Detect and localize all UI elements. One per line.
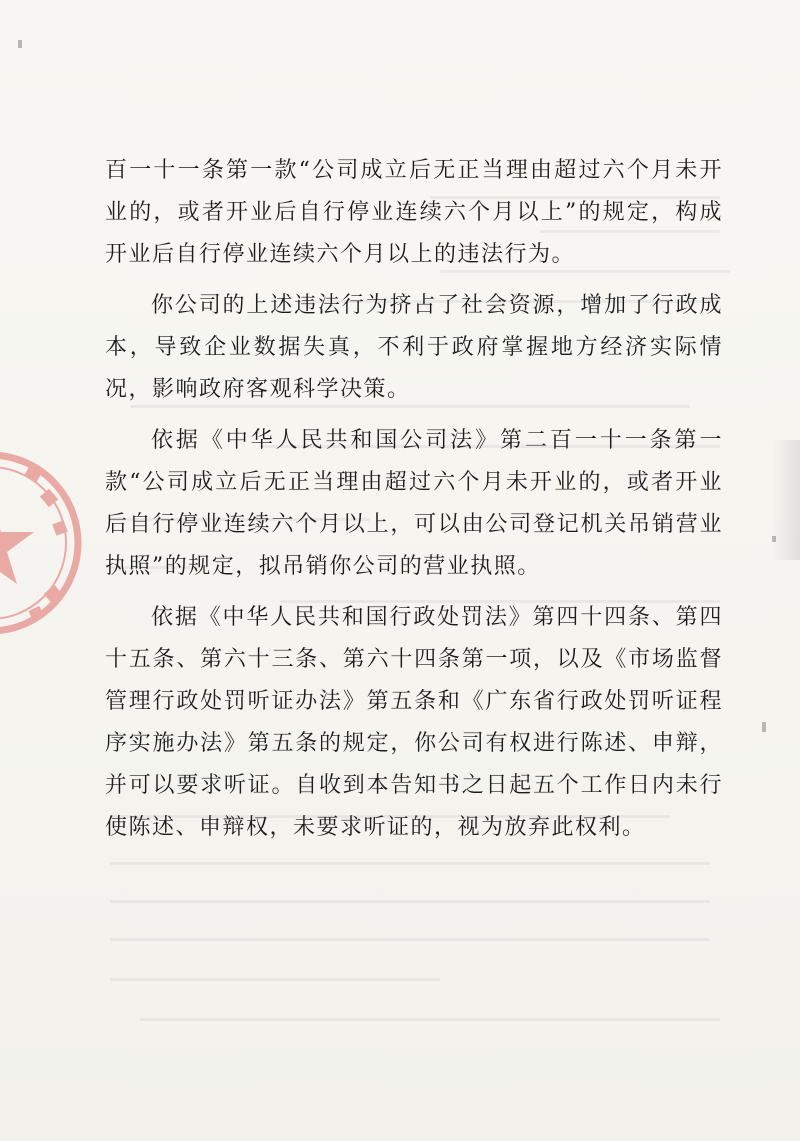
scan-dot: [762, 722, 766, 732]
scan-dot: [18, 40, 22, 48]
bleed-through-text: [110, 900, 710, 903]
bleed-through-text: [110, 938, 710, 941]
bleed-through-text: [140, 1018, 720, 1021]
paragraph-hearing-rights: 依据《中华人民共和国行政处罚法》第四十四条、第四十五条、第六十三条、第六十四条第一项，以及《市场监督管理行政处罚听证办法》第五条和《广东省行政处罚听证程序实施办法》第五条的规定，你公司有权进行陈述、申辩，并可以要求听证。自收到本告知书之日起五个工作日内未行使陈述、申辩权，未要求听证的，视为放弃此权利。: [105, 605, 723, 840]
paragraph-continuation: 百一十一条第一款“公司成立后无正当理由超过六个月未开业的，或者开业后自行停业连续六个月以上”的规定，构成开业后自行停业连续六个月以上的违法行为。: [105, 158, 723, 267]
bleed-through-text: [110, 978, 440, 981]
bleed-through-text: [110, 862, 710, 865]
scan-edge-shadow: [772, 440, 800, 560]
notice-body: [105, 150, 723, 858]
scan-dot: [772, 536, 776, 542]
paragraph-penalty-basis: 依据《中华人民共和国公司法》第二百一十一条第一款“公司成立后无正当理由超过六个月未开业的，或者开业后自行停业连续六个月以上，可以由公司登记机关吊销营业执照”的规定，拟吊销你公司的营业执照。: [105, 428, 723, 579]
paragraph-harm: 你公司的上述违法行为挤占了社会资源，增加了行政成本，导致企业数据失真，不利于政府掌握地方经济实际情况，影响政府客观科学决策。: [105, 293, 723, 402]
official-seal-icon: [0, 448, 88, 638]
